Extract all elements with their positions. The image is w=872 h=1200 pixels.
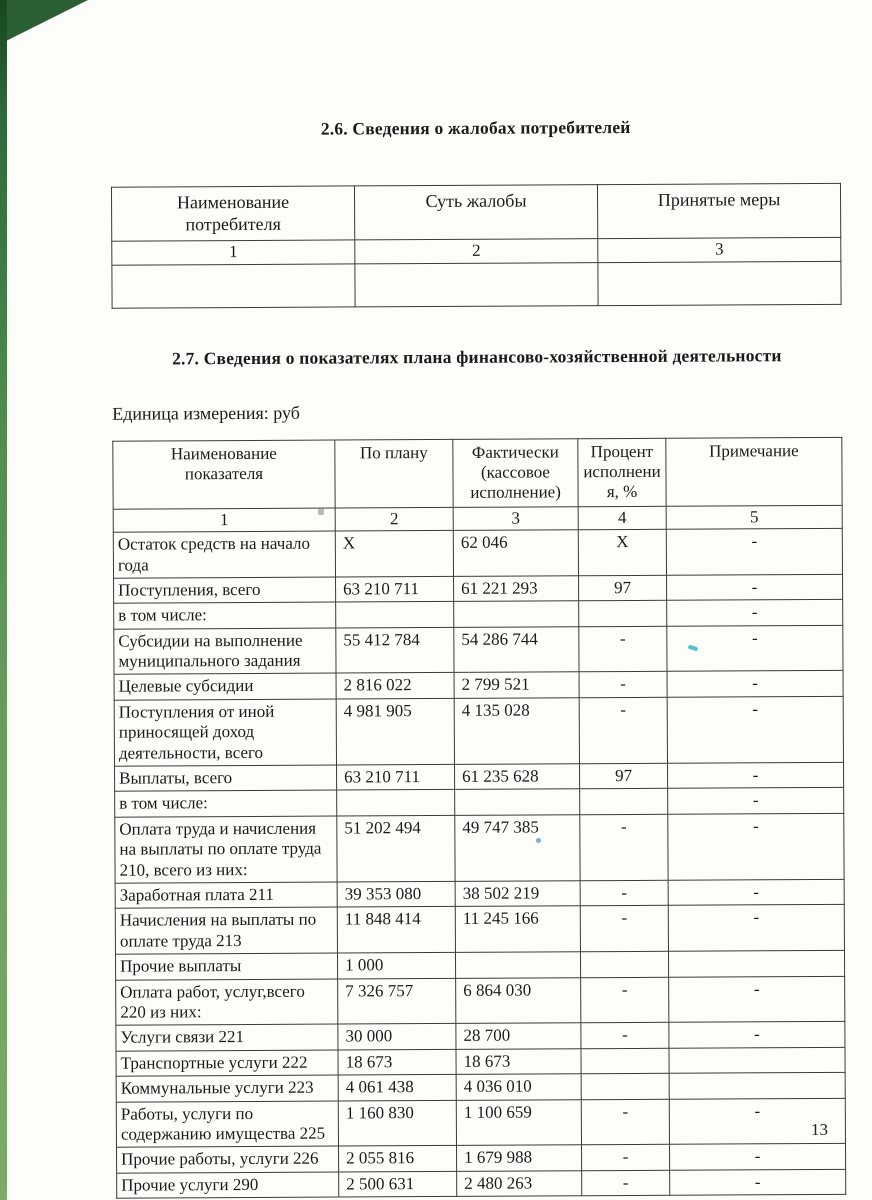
percent-cell: - xyxy=(580,814,668,881)
plan-value-cell: 39 353 080 xyxy=(337,881,455,907)
actual-value-cell xyxy=(454,601,579,627)
plan-value-cell: 2 816 022 xyxy=(336,673,454,699)
indicator-name-cell: Поступления от иной приносящей доход деятельности, всего xyxy=(114,699,336,766)
complaints-col-consumer: Наименование потребителя xyxy=(111,186,354,241)
percent-cell: - xyxy=(579,672,667,698)
plan-value-cell: 7 326 757 xyxy=(338,978,456,1024)
indicator-name-cell: в том числе: xyxy=(114,602,336,629)
note-cell: - xyxy=(667,696,843,763)
table-row xyxy=(116,1047,845,1076)
percent-cell xyxy=(579,601,667,627)
note-cell: - xyxy=(669,1022,845,1048)
indicator-name-cell: Оплата труда и начисления на выплаты по оплате труда 210, всего из них: xyxy=(115,816,337,883)
percent-cell xyxy=(581,1073,669,1099)
column-number-cell: 5 xyxy=(666,505,842,529)
note-cell: - xyxy=(669,1098,845,1145)
plan-value-cell: 4 981 905 xyxy=(336,698,454,765)
note-cell: - xyxy=(668,879,844,905)
plan-value-cell: 63 210 711 xyxy=(336,576,454,602)
plan-value-cell: 2 055 816 xyxy=(339,1146,457,1172)
column-number-cell: 2 xyxy=(355,239,598,264)
indicators-col-plan: По плану xyxy=(335,439,453,508)
table-row xyxy=(114,696,843,766)
actual-value-cell: 2 799 521 xyxy=(454,672,579,698)
table-row xyxy=(116,976,845,1026)
indicator-name-cell: Услуги связи 221 xyxy=(116,1024,338,1051)
actual-value-cell xyxy=(455,952,580,978)
column-number-cell: 4 xyxy=(578,506,666,530)
note-cell xyxy=(668,951,844,977)
table-row xyxy=(116,1072,845,1101)
complaints-header-row xyxy=(111,183,840,241)
section-2-6-title: 2.6. Сведения о жалобах потребителей xyxy=(320,116,631,139)
table-row xyxy=(115,905,844,955)
actual-value-cell: 6 864 030 xyxy=(456,977,581,1023)
note-cell: - xyxy=(668,813,844,880)
plan-value-cell: 51 202 494 xyxy=(337,815,455,882)
unit-of-measure: Единица измерения: руб xyxy=(112,402,300,424)
table-row xyxy=(114,574,843,603)
table-row xyxy=(114,625,843,675)
plan-value-cell: 55 412 784 xyxy=(336,627,454,673)
plan-value-cell: X xyxy=(335,531,453,577)
note-cell: - xyxy=(667,600,843,626)
actual-value-cell xyxy=(455,789,580,815)
consumer-name-cell xyxy=(112,264,355,308)
note-cell xyxy=(669,1047,845,1073)
indicator-name-cell: в том числе: xyxy=(115,790,337,817)
plan-value-cell: 11 848 414 xyxy=(337,907,455,953)
plan-value-cell: 18 673 xyxy=(338,1049,456,1075)
column-number-cell: 3 xyxy=(453,507,578,531)
complaints-table xyxy=(111,183,842,308)
percent-cell: - xyxy=(580,906,668,952)
table-row xyxy=(114,600,843,629)
column-number-cell: 3 xyxy=(598,238,841,263)
table-row xyxy=(114,671,843,700)
percent-cell: 97 xyxy=(580,763,668,789)
note-cell: - xyxy=(666,529,842,576)
percent-cell: X xyxy=(578,529,666,575)
table-row xyxy=(117,1144,846,1173)
scan-edge-strip xyxy=(0,0,7,1200)
actual-value-cell: 4 036 010 xyxy=(456,1074,581,1100)
actual-value-cell: 4 135 028 xyxy=(454,698,579,765)
note-cell: - xyxy=(667,574,843,600)
indicator-name-cell: Прочие услуги 290 xyxy=(117,1172,339,1199)
column-number-cell: 1 xyxy=(112,240,355,265)
plan-value-cell xyxy=(337,790,455,816)
table-row xyxy=(116,1098,845,1148)
note-cell: - xyxy=(667,671,843,697)
plan-value-cell: 4 061 438 xyxy=(338,1075,456,1101)
percent-cell: - xyxy=(579,626,667,672)
plan-value-cell: 30 000 xyxy=(338,1024,456,1050)
note-cell: - xyxy=(667,625,843,672)
note-cell: - xyxy=(668,905,844,952)
indicators-table-body xyxy=(113,529,845,1199)
complaints-table-head xyxy=(111,183,840,264)
actual-value-cell: 61 235 628 xyxy=(455,764,580,790)
table-row xyxy=(115,762,844,791)
measures-taken-cell xyxy=(598,261,841,305)
actual-value-cell: 11 245 166 xyxy=(455,906,580,952)
indicator-name-cell: Транспортные услуги 222 xyxy=(116,1050,338,1077)
scan-speck xyxy=(536,838,541,843)
indicators-col-actual: Фактически (кассовое исполнение) xyxy=(453,438,578,507)
note-cell: - xyxy=(669,1144,845,1170)
indicator-name-cell: Остаток средств на начало года xyxy=(113,531,335,578)
indicator-name-cell: Поступления, всего xyxy=(114,577,336,604)
note-cell xyxy=(669,1072,845,1098)
section-2-7-title: 2.7. Сведения о показателях плана финансово-хозяйственной деятельности xyxy=(171,344,782,368)
percent-cell: 97 xyxy=(579,575,667,601)
complaints-col-measures: Принятые меры xyxy=(597,183,840,238)
column-number-cell: 1 xyxy=(113,508,335,533)
percent-cell: - xyxy=(580,880,668,906)
table-row xyxy=(115,951,844,980)
scan-speck xyxy=(318,508,324,515)
actual-value-cell: 54 286 744 xyxy=(454,626,579,672)
indicator-name-cell: Выплаты, всего xyxy=(115,765,337,792)
page-number: 13 xyxy=(811,1120,828,1139)
percent-cell xyxy=(581,1048,669,1074)
table-row xyxy=(115,813,844,883)
indicator-name-cell: Целевые субсидии xyxy=(114,674,336,701)
percent-cell xyxy=(580,951,668,977)
plan-value-cell: 2 500 631 xyxy=(339,1171,457,1197)
indicator-name-cell: Коммунальные услуги 223 xyxy=(116,1075,338,1102)
actual-value-cell: 28 700 xyxy=(456,1023,581,1049)
table-row xyxy=(116,1022,845,1051)
plan-value-cell xyxy=(336,602,454,628)
actual-value-cell: 38 502 219 xyxy=(455,881,580,907)
percent-cell: - xyxy=(581,977,669,1023)
actual-value-cell: 1 100 659 xyxy=(456,1099,581,1145)
indicators-col-percent: Процент исполнения, % xyxy=(578,438,666,507)
indicator-name-cell: Прочие выплаты xyxy=(115,953,337,980)
indicator-name-cell: Субсидии на выполнение муниципального задания xyxy=(114,628,336,675)
indicator-name-cell: Прочие работы, услуги 226 xyxy=(117,1146,339,1173)
complaints-col-essence: Суть жалобы xyxy=(354,185,597,240)
indicators-col-name: Наименование показателя xyxy=(113,440,335,509)
table-row xyxy=(112,261,841,308)
complaint-essence-cell xyxy=(355,262,598,306)
plan-value-cell: 1 160 830 xyxy=(338,1100,456,1146)
complaints-table-body xyxy=(112,261,841,308)
plan-value-cell: 1 000 xyxy=(337,953,455,979)
indicator-name-cell: Оплата работ, услуг,всего 220 из них: xyxy=(116,979,338,1026)
note-cell: - xyxy=(668,788,844,814)
percent-cell: - xyxy=(581,1023,669,1049)
actual-value-cell: 49 747 385 xyxy=(455,815,580,882)
percent-cell: - xyxy=(579,697,667,764)
plan-value-cell: 63 210 711 xyxy=(337,764,455,790)
note-cell: - xyxy=(669,976,845,1023)
indicators-table-head xyxy=(113,437,842,532)
percent-cell: - xyxy=(581,1099,669,1145)
note-cell: - xyxy=(668,762,844,788)
note-cell: - xyxy=(670,1169,846,1195)
percent-cell: - xyxy=(582,1170,670,1196)
percent-cell xyxy=(580,789,668,815)
indicator-name-cell: Заработная плата 211 xyxy=(115,882,337,909)
indicators-col-note: Примечание xyxy=(666,437,842,506)
percent-cell: - xyxy=(581,1145,669,1171)
indicators-header-row xyxy=(113,437,842,509)
indicator-name-cell: Работы, услуги по содержанию имущества 225 xyxy=(116,1101,338,1148)
indicator-name-cell: Начисления на выплаты по оплате труда 213 xyxy=(115,907,337,954)
table-row xyxy=(115,879,844,908)
actual-value-cell: 18 673 xyxy=(456,1048,581,1074)
column-number-cell: 2 xyxy=(335,507,453,531)
actual-value-cell: 62 046 xyxy=(453,530,578,576)
table-row xyxy=(117,1169,846,1198)
actual-value-cell: 61 221 293 xyxy=(454,576,579,602)
table-row xyxy=(113,529,842,579)
table-row xyxy=(115,788,844,817)
actual-value-cell: 2 480 263 xyxy=(457,1170,582,1196)
actual-value-cell: 1 679 988 xyxy=(456,1145,581,1171)
indicators-table xyxy=(112,436,846,1198)
